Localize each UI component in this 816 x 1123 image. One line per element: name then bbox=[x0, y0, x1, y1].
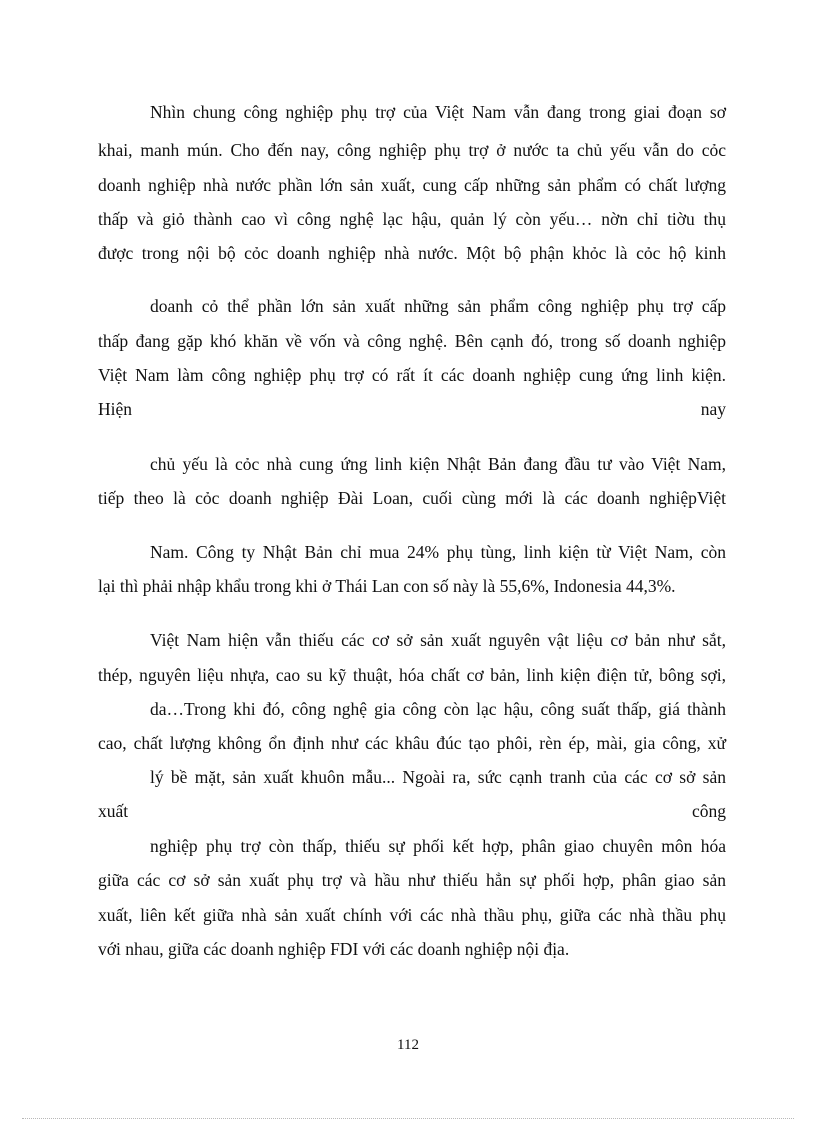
text-line: Nam. Công ty Nhật Bản chỉ mua 24% phụ tùng, linh kiện từ Việt Nam, còn bbox=[150, 542, 726, 562]
text-line: lý bề mặt, sản xuất khuôn mẫu... Ngoài ra, sức cạnh tranh của các cơ sở sản bbox=[150, 767, 726, 787]
split-line bbox=[98, 398, 726, 420]
split-line-right: công bbox=[691, 801, 726, 821]
text-line: thép, nguyên liệu nhựa, cao su kỹ thuật, hóa chất cơ bản, linh kiện điện tử, bông sợi, bbox=[98, 665, 726, 685]
text-line: doanh cỏ thể phần lớn sản xuất những sản phẩm công nghiệp phụ trợ cấp bbox=[150, 296, 726, 316]
text-line: thấp đang gặp khó khăn về vốn và công nghệ. Bên cạnh đó, trong số doanh nghiệp bbox=[98, 331, 726, 351]
text-line: Việt Nam làm công nghiệp phụ trợ có rất ít các doanh nghiệp cung ứng linh kiện. bbox=[98, 365, 726, 385]
split-line-right: nay bbox=[700, 399, 726, 419]
text-line: được trong nội bộ cỏc doanh nghiệp nhà nước. Một bộ phận khỏc là cỏc hộ kinh bbox=[98, 243, 726, 263]
page-number: 112 bbox=[397, 1037, 419, 1053]
split-line-left: xuất bbox=[98, 801, 129, 821]
text-line: Nhìn chung công nghiệp phụ trợ của Việt Nam vẫn đang trong giai đoạn sơ bbox=[150, 102, 726, 122]
text-line: khai, manh mún. Cho đến nay, công nghiệp phụ trợ ở nước ta chủ yếu vẫn do cỏc bbox=[98, 140, 726, 160]
text-line: da…Trong khi đó, công nghệ gia công còn lạc hậu, công suất thấp, giá thành bbox=[150, 699, 726, 719]
text-line: thấp và giỏ thành cao vì công nghệ lạc hậu, quản lý còn yếu… nờn chỉ tiờu thụ bbox=[98, 209, 726, 229]
text-line: Việt Nam hiện vẫn thiếu các cơ sở sản xuất nguyên vật liệu cơ bản như sắt, bbox=[150, 630, 726, 650]
text-line: nghiệp phụ trợ còn thấp, thiếu sự phối kết hợp, phân giao chuyên môn hóa bbox=[150, 836, 726, 856]
text-line: giữa các cơ sở sản xuất phụ trợ và hầu như thiếu hẳn sự phối hợp, phân giao sản bbox=[98, 870, 726, 890]
text-line: cao, chất lượng không ổn định như các khâu đúc tạo phôi, rèn ép, mài, gia công, xử bbox=[98, 733, 726, 753]
text-line: tiếp theo là cỏc doanh nghiệp Đài Loan, cuối cùng mới là các doanh nghiệpViệt bbox=[98, 488, 726, 508]
text-line: doanh nghiệp nhà nước phần lớn sản xuất, cung cấp những sản phẩm có chất lượng bbox=[98, 175, 726, 195]
text-line: xuất, liên kết giữa nhà sản xuất chính với các nhà thầu phụ, giữa các nhà thầu phụ bbox=[98, 905, 726, 925]
page-bottom-rule bbox=[22, 1118, 794, 1119]
text-line: lại thì phải nhập khẩu trong khi ở Thái Lan con số này là 55,6%, Indonesia 44,3%. bbox=[98, 576, 676, 596]
split-line-left: Hiện bbox=[98, 399, 133, 419]
text-line: với nhau, giữa các doanh nghiệp FDI với các doanh nghiệp nội địa. bbox=[98, 939, 570, 959]
split-line bbox=[98, 800, 726, 822]
text-line: chủ yếu là cỏc nhà cung ứng linh kiện Nhật Bản đang đầu tư vào Việt Nam, bbox=[150, 454, 726, 474]
